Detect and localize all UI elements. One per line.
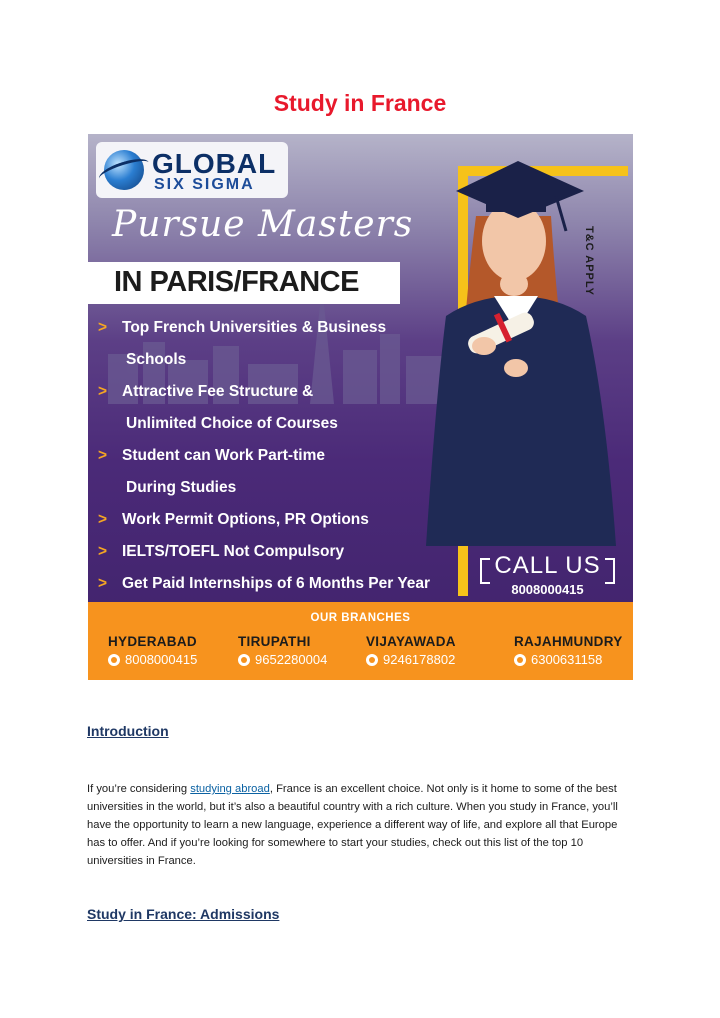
whatsapp-icon [366, 654, 378, 666]
whatsapp-icon [108, 654, 120, 666]
whatsapp-icon [238, 654, 250, 666]
benefit-item: > Student can Work Part-time During Studies [98, 440, 458, 504]
pursue-masters-script: Pursue Masters [112, 204, 414, 245]
chevron-right-icon: > [98, 543, 108, 560]
studying-abroad-link[interactable]: studying abroad [190, 783, 270, 795]
benefit-item: > Get Paid Internships of 6 Months Per Year [98, 568, 458, 600]
admissions-heading: Study in France: Admissions [87, 906, 280, 922]
branch-rajahmundry: RAJAHMUNDRY 6300631158 [514, 634, 623, 667]
logo-text-global: GLOBAL [152, 148, 277, 179]
chevron-right-icon: > [98, 319, 108, 336]
benefit-item: > Attractive Fee Structure & Unlimited Choice of Courses [98, 376, 458, 440]
graduate-student-image [406, 146, 626, 546]
chevron-right-icon: > [98, 511, 108, 528]
call-us-box [480, 552, 615, 602]
benefit-item: > Work Permit Options, PR Options [98, 504, 458, 536]
chevron-right-icon: > [98, 383, 108, 400]
branches-title: OUR BRANCHES [310, 612, 411, 624]
benefit-list [98, 312, 458, 600]
headline-text: IN PARIS/FRANCE [114, 266, 359, 298]
benefit-item: > Top French Universities & Business Schools [98, 312, 458, 376]
logo-text-six-sigma: SIX SIGMA [154, 176, 255, 193]
chevron-right-icon: > [98, 447, 108, 464]
benefit-item: > IELTS/TOEFL Not Compulsory [98, 536, 458, 568]
branch-vijayawada: VIJAYAWADA 9246178802 [366, 634, 456, 667]
introduction-paragraph: If you’re considering studying abroad, France is an excellent choice. Not only is it home to some of the best universities in the world, but it’s also a beautiful country with a rich culture. When you study in France, you’ll have the opportunity to learn a new language, experience a different way of life, and explore all that Europe has to offer. And if you’re looking for somewhere to start your studies, check out this list of the top 10 universities in France. [87, 783, 618, 867]
whatsapp-icon [514, 654, 526, 666]
headline-box [88, 262, 400, 304]
global-six-sigma-logo [96, 142, 288, 198]
terms-note: T&C APPLY [583, 226, 595, 296]
page-title: Study in France [273, 90, 447, 116]
branch-tirupathi: TIRUPATHI 9652280004 [238, 634, 328, 667]
promo-banner [88, 134, 633, 680]
introduction-heading: Introduction [87, 723, 169, 739]
branches-strip [88, 602, 633, 680]
call-us-label: CALL US [494, 552, 601, 579]
call-us-number: 8008000415 [511, 582, 584, 597]
branch-hyderabad: HYDERABAD 8008000415 [108, 634, 198, 667]
chevron-right-icon: > [98, 575, 108, 592]
